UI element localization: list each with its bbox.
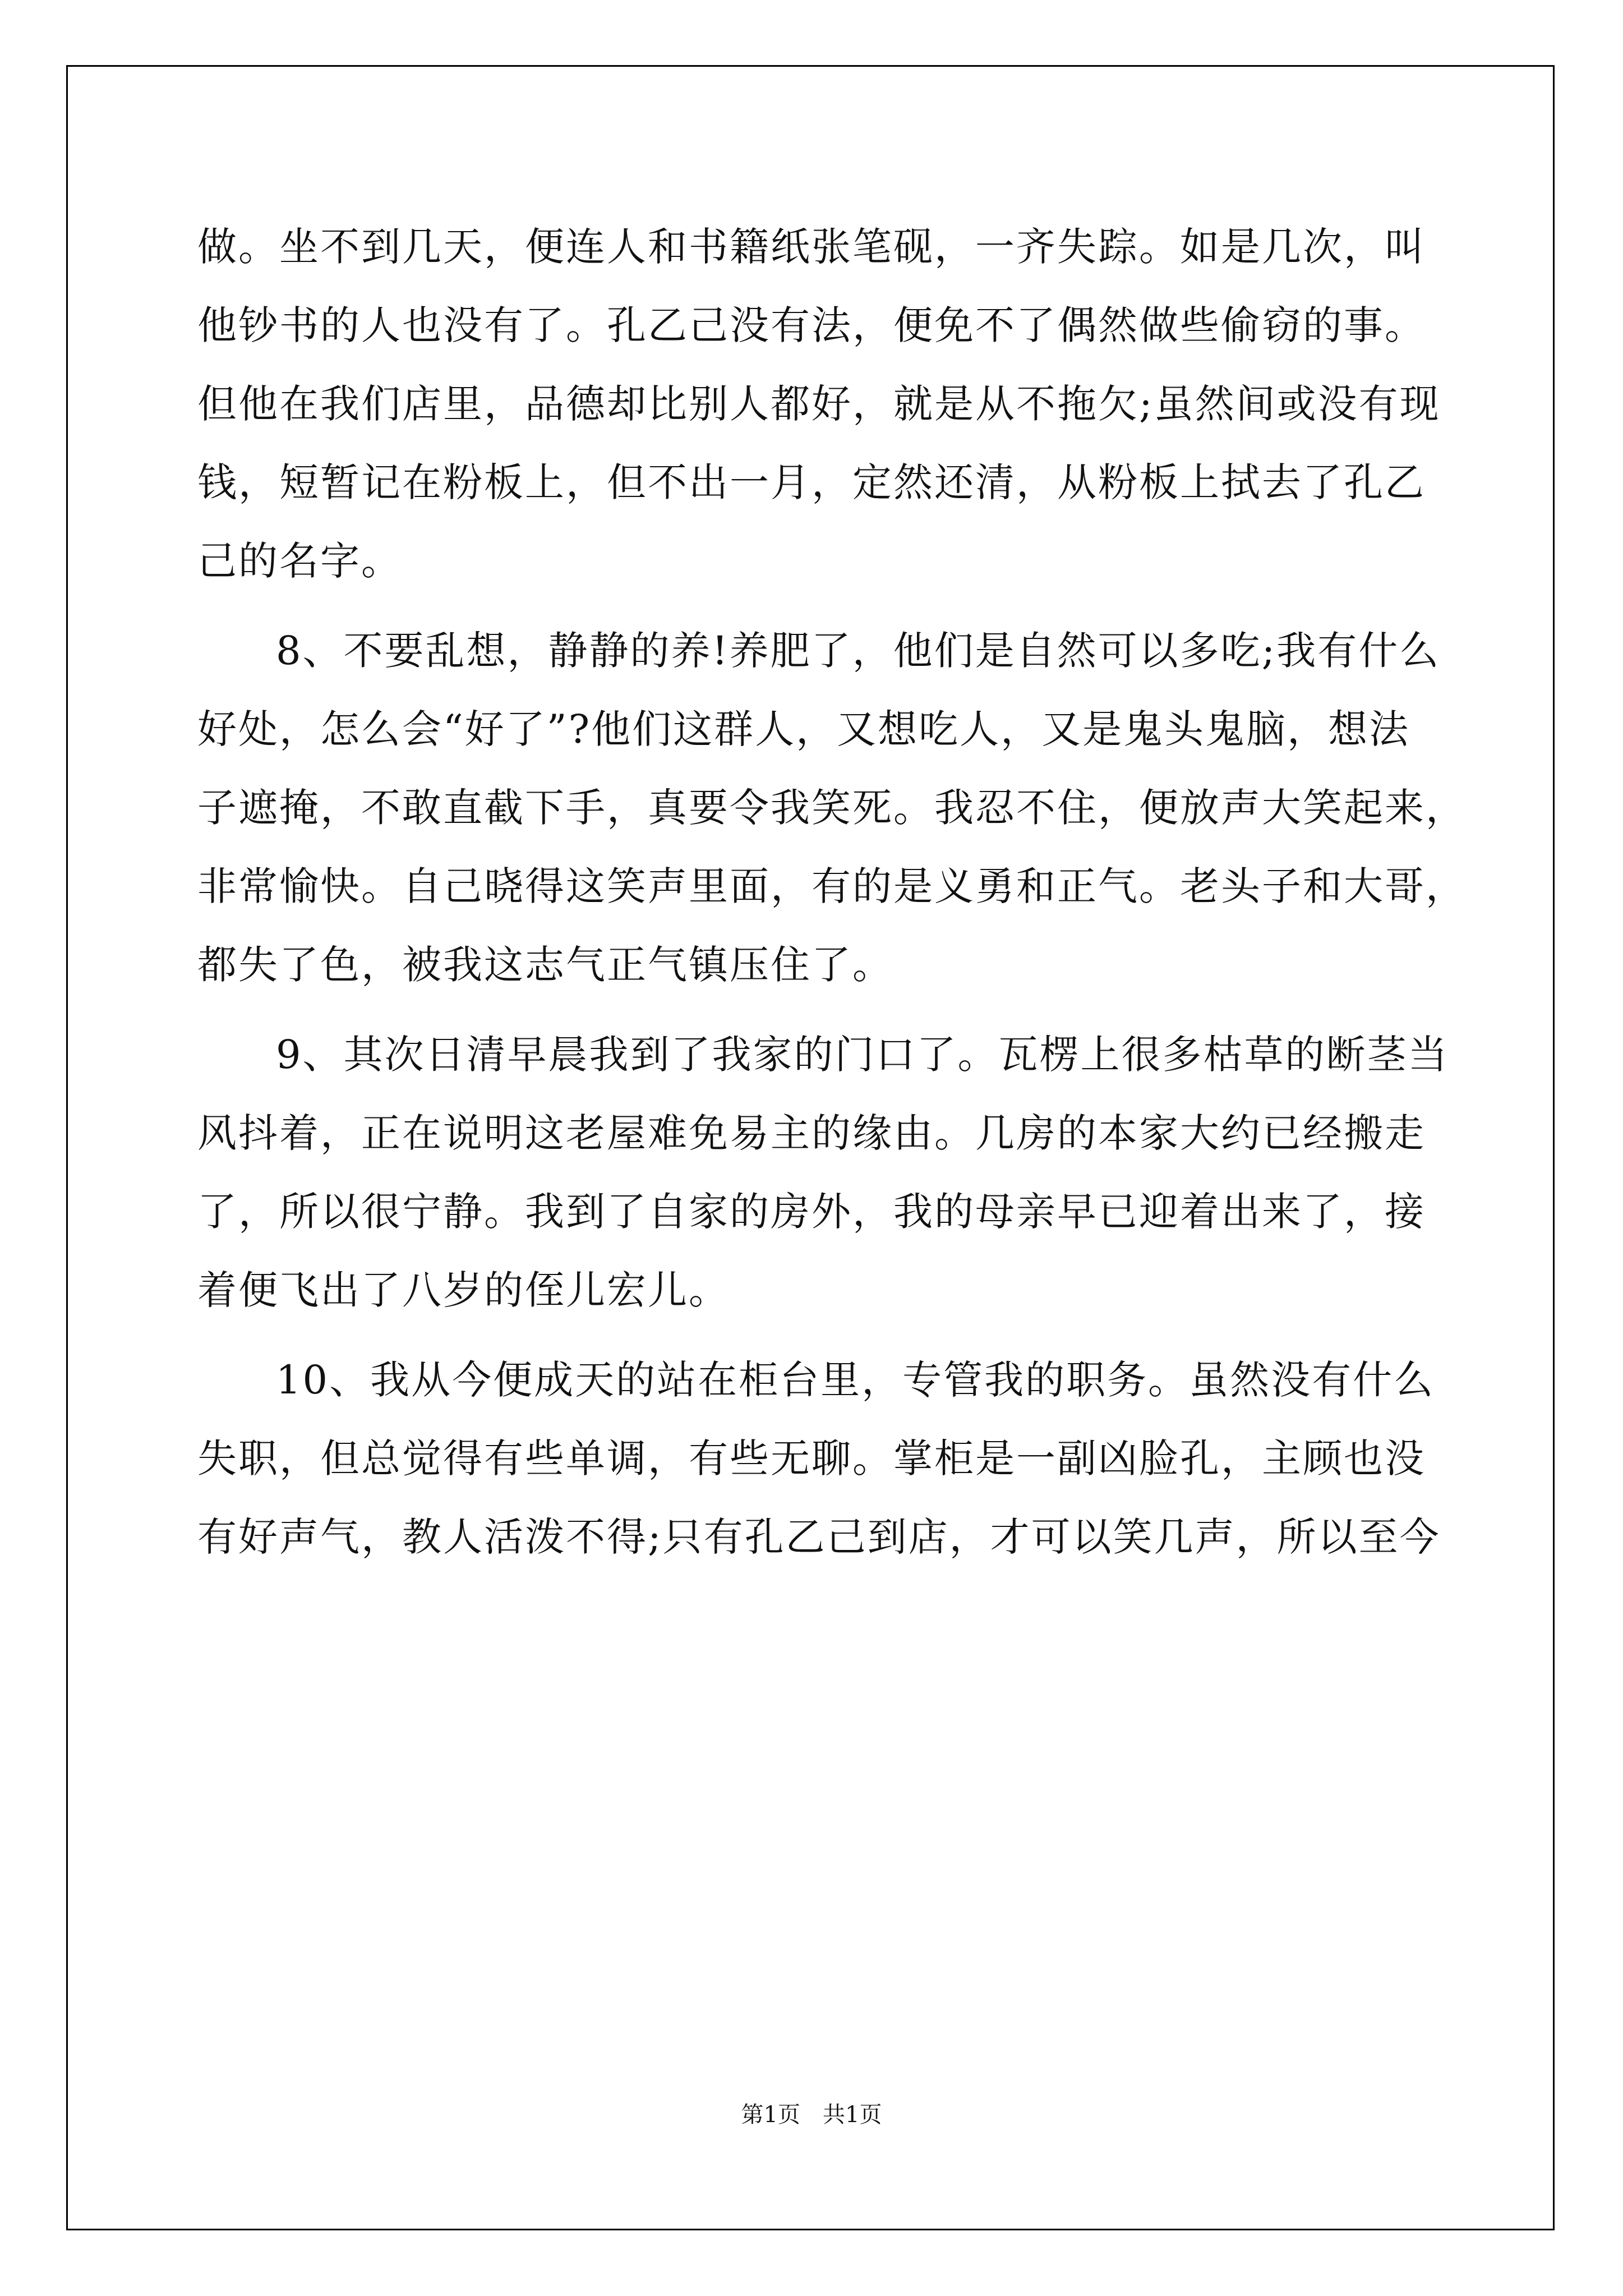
paragraph-9-first-line: 9、其次日清早晨我到了我家的门口了。瓦楞上很多枯草的断茎当 xyxy=(276,1032,1449,1078)
paragraph-8-first-line: 8、不要乱想，静静的养!养肥了，他们是自然可以多吃;我有什么 xyxy=(276,628,1441,674)
page-footer: 第1页 共1页 xyxy=(741,2102,882,2128)
text-line: 了，所以很宁静。我到了自家的房外，我的母亲早已迎着出来了，接 xyxy=(197,1189,1426,1235)
paragraph-10-first-line: 10、我从今便成天的站在柜台里，专管我的职务。虽然没有什么 xyxy=(276,1357,1435,1403)
text-line: 子遮掩，不敢直截下手，真要令我笑死。我忍不住，便放声大笑起来， xyxy=(197,785,1467,831)
text-line: 着便飞出了八岁的侄儿宏儿。 xyxy=(197,1267,730,1313)
text-line: 失职，但总觉得有些单调，有些无聊。掌柜是一副凶脸孔，主顾也没 xyxy=(197,1435,1426,1481)
text-line: 非常愉快。自己晓得这笑声里面，有的是义勇和正气。老头子和大哥， xyxy=(197,863,1467,909)
text-line: 都失了色，被我这志气正气镇压住了。 xyxy=(197,942,893,988)
text-line: 他钞书的人也没有了。孔乙己没有法，便免不了偶然做些偷窃的事。 xyxy=(197,302,1426,348)
text-line: 但他在我们店里，品德却比别人都好，就是从不拖欠;虽然间或没有现 xyxy=(197,381,1441,427)
text-line: 有好声气，教人活泼不得;只有孔乙己到店，才可以笑几声，所以至今 xyxy=(197,1514,1441,1560)
text-line: 好处，怎么会“好了”?他们这群人，又想吃人，又是鬼头鬼脑，想法 xyxy=(197,706,1410,752)
text-line: 风抖着，正在说明这老屋难免易主的缘由。几房的本家大约已经搬走 xyxy=(197,1110,1426,1156)
text-line: 做。坐不到几天，便连人和书籍纸张笔砚，一齐失踪。如是几次，叫 xyxy=(197,224,1426,270)
text-line: 己的名字。 xyxy=(197,538,402,584)
text-line: 钱，短暂记在粉板上，但不出一月，定然还清，从粉板上拭去了孔乙 xyxy=(197,459,1426,505)
